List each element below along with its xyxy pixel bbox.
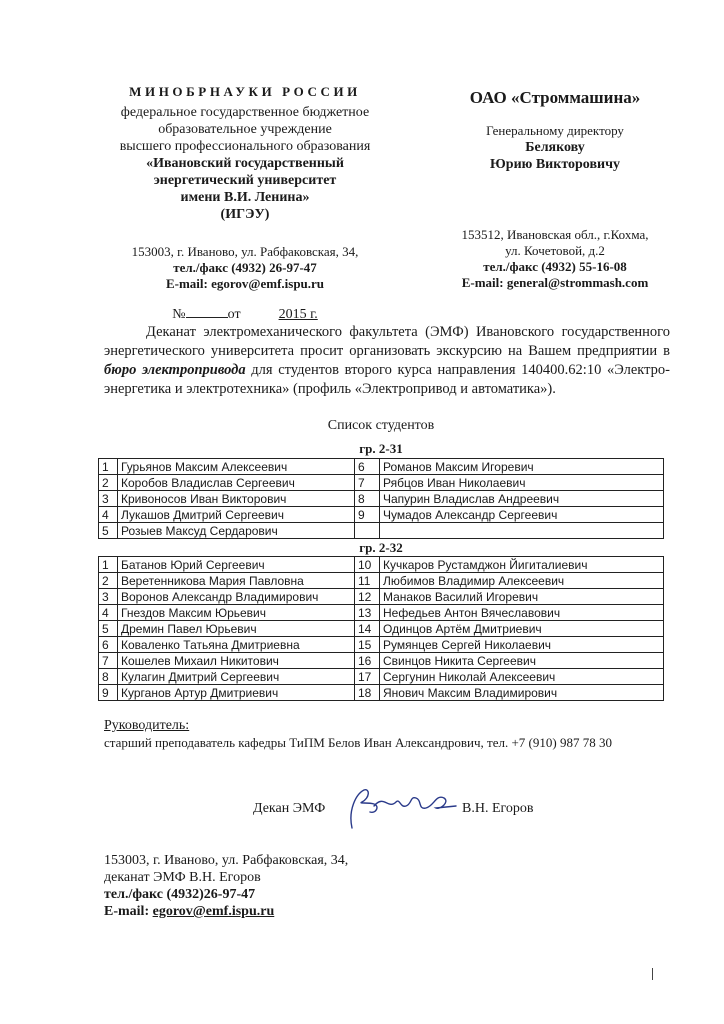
student-name: Нефедьев Антон Вячеславович bbox=[380, 605, 664, 621]
footer-dean: деканат ЭМФ В.Н. Егоров bbox=[104, 870, 261, 885]
table-row bbox=[99, 589, 664, 605]
student-name: Лукашов Дмитрий Сергеевич bbox=[118, 507, 355, 523]
student-number: 4 bbox=[99, 605, 118, 621]
student-number: 14 bbox=[355, 621, 380, 637]
dean-name: В.Н. Егоров bbox=[462, 801, 534, 816]
university-abbr: (ИГЭУ) bbox=[220, 207, 270, 222]
group-label: гр. 2-32 bbox=[359, 540, 403, 555]
student-number: 15 bbox=[355, 637, 380, 653]
student-name: Чумадов Александр Сергеевич bbox=[380, 507, 664, 523]
student-number: 4 bbox=[99, 507, 118, 523]
group-label: гр. 2-31 bbox=[359, 441, 403, 456]
student-name bbox=[380, 523, 664, 539]
table-row bbox=[99, 685, 664, 701]
student-name: Свинцов Никита Сергеевич bbox=[380, 653, 664, 669]
table-row bbox=[99, 507, 664, 523]
table-row bbox=[99, 523, 664, 539]
students-table-2-31 bbox=[98, 458, 664, 539]
body-text: для студентов второго курса направления 140400.62:10 «Электро-энергетика и электротехника» (профиль «Электропривод и автоматика»). bbox=[104, 362, 670, 397]
date-from: от bbox=[227, 307, 241, 322]
recipient-block bbox=[440, 88, 670, 291]
student-name: Румянцев Сергей Николаевич bbox=[380, 637, 664, 653]
student-number: 9 bbox=[99, 685, 118, 701]
student-name: Рябцов Иван Николаевич bbox=[380, 475, 664, 491]
student-number: 1 bbox=[99, 459, 118, 475]
dean-label: Декан ЭМФ bbox=[253, 801, 326, 816]
student-number: 10 bbox=[355, 557, 380, 573]
student-number bbox=[355, 523, 380, 539]
letter-body bbox=[104, 323, 670, 399]
student-name: Веретенникова Мария Павловна bbox=[118, 573, 355, 589]
student-number: 17 bbox=[355, 669, 380, 685]
student-name: Любимов Владимир Алексеевич bbox=[380, 573, 664, 589]
student-number: 16 bbox=[355, 653, 380, 669]
table-row bbox=[99, 637, 664, 653]
sender-line: федеральное государственное бюджетное bbox=[120, 105, 370, 120]
footer-address: 153003, г. Иваново, ул. Рабфаковская, 34, bbox=[104, 853, 349, 868]
number-sign: № bbox=[172, 307, 186, 322]
student-number: 8 bbox=[99, 669, 118, 685]
recipient-name: Юрию Викторовичу bbox=[490, 157, 620, 172]
student-name: Манаков Василий Игоревич bbox=[380, 589, 664, 605]
document-year: 2015 г. bbox=[278, 307, 318, 322]
body-text: Деканат электромеханического факультета (ЭМФ) Ивановского государственного энергетического университета просит организовать экскурсию на Вашем предприятии в bbox=[104, 324, 670, 359]
supervisor-title: Руководитель: bbox=[104, 718, 190, 733]
student-number: 9 bbox=[355, 507, 380, 523]
university-name: энергетический университет bbox=[153, 173, 337, 188]
student-name: Кривоносов Иван Викторович bbox=[118, 491, 355, 507]
student-number: 13 bbox=[355, 605, 380, 621]
ministry-title: МИНОБРНАУКИ РОССИИ bbox=[129, 84, 361, 99]
table-row bbox=[99, 475, 664, 491]
student-name: Воронов Александр Владимирович bbox=[118, 589, 355, 605]
sender-email: E-mail: egorov@emf.ispu.ru bbox=[165, 276, 325, 291]
student-name: Коробов Владислав Сергеевич bbox=[118, 475, 355, 491]
sender-line: высшего профессионального образования bbox=[119, 139, 371, 154]
student-name: Гнездов Максим Юрьевич bbox=[118, 605, 355, 621]
table-row bbox=[99, 669, 664, 685]
student-name: Одинцов Артём Дмитриевич bbox=[380, 621, 664, 637]
recipient-org: ОАО «Строммашина» bbox=[469, 88, 641, 107]
signature-image bbox=[340, 780, 460, 835]
student-number: 1 bbox=[99, 557, 118, 573]
recipient-phone: тел./факс (4932) 55-16-08 bbox=[483, 259, 627, 274]
student-name: Чапурин Владислав Андреевич bbox=[380, 491, 664, 507]
student-name: Розыев Максуд Сердарович bbox=[118, 523, 355, 539]
document-number bbox=[100, 306, 390, 323]
email-link[interactable]: egorov@emf.ispu.ru bbox=[152, 904, 275, 919]
sender-line: образовательное учреждение bbox=[158, 122, 332, 137]
student-name: Романов Максим Игоревич bbox=[380, 459, 664, 475]
supervisor-text: старший преподаватель кафедры ТиПМ Белов Иван Александрович, тел. +7 (910) 987 78 30 bbox=[104, 735, 612, 750]
student-number: 5 bbox=[99, 523, 118, 539]
student-name: Коваленко Татьяна Дмитриевна bbox=[118, 637, 355, 653]
footer-email: E-mail: egorov@emf.ispu.ru bbox=[104, 904, 275, 919]
table-row bbox=[99, 459, 664, 475]
recipient-email: E-mail: general@strommash.com bbox=[461, 275, 649, 290]
table-row bbox=[99, 605, 664, 621]
student-number: 3 bbox=[99, 589, 118, 605]
student-name: Кулагин Дмитрий Сергеевич bbox=[118, 669, 355, 685]
student-name: Дремин Павел Юрьевич bbox=[118, 621, 355, 637]
table-row bbox=[99, 573, 664, 589]
student-name: Курганов Артур Дмитриевич bbox=[118, 685, 355, 701]
recipient-address: 153512, Ивановская обл., г.Кохма, bbox=[461, 227, 649, 242]
university-name: имени В.И. Ленина» bbox=[180, 190, 310, 205]
student-number: 2 bbox=[99, 573, 118, 589]
student-number: 11 bbox=[355, 573, 380, 589]
student-name: Сергунин Николай Алексеевич bbox=[380, 669, 664, 685]
sender-phone: тел./факс (4932) 26-97-47 bbox=[173, 260, 317, 275]
table-row bbox=[99, 557, 664, 573]
table-row bbox=[99, 491, 664, 507]
recipient-surname: Белякову bbox=[525, 140, 585, 155]
student-number: 5 bbox=[99, 621, 118, 637]
recipient-address: ул. Кочетовой, д.2 bbox=[505, 243, 605, 258]
recipient-position: Генеральному директору bbox=[486, 123, 624, 138]
student-number: 18 bbox=[355, 685, 380, 701]
sender-block bbox=[100, 84, 390, 323]
table-row bbox=[99, 621, 664, 637]
student-number: 6 bbox=[99, 637, 118, 653]
scan-mark bbox=[652, 968, 653, 980]
student-name: Янович Максим Владимирович bbox=[380, 685, 664, 701]
footer-phone: тел./факс (4932)26-97-47 bbox=[104, 887, 256, 902]
list-title: Список студентов bbox=[327, 418, 435, 433]
student-number: 7 bbox=[99, 653, 118, 669]
students-table-2-32 bbox=[98, 556, 664, 701]
student-number: 8 bbox=[355, 491, 380, 507]
body-emphasis: бюро электропривода bbox=[104, 362, 246, 378]
sender-address: 153003, г. Иваново, ул. Рабфаковская, 34, bbox=[131, 244, 359, 259]
student-number: 6 bbox=[355, 459, 380, 475]
university-name: «Ивановский государственный bbox=[146, 156, 344, 171]
student-number: 12 bbox=[355, 589, 380, 605]
student-number: 7 bbox=[355, 475, 380, 491]
student-name: Батанов Юрий Сергеевич bbox=[118, 557, 355, 573]
student-number: 2 bbox=[99, 475, 118, 491]
student-name: Кучкаров Рустамджон Йигиталиевич bbox=[380, 557, 664, 573]
student-name: Гурьянов Максим Алексеевич bbox=[118, 459, 355, 475]
table-row bbox=[99, 653, 664, 669]
student-name: Кошелев Михаил Никитович bbox=[118, 653, 355, 669]
student-number: 3 bbox=[99, 491, 118, 507]
